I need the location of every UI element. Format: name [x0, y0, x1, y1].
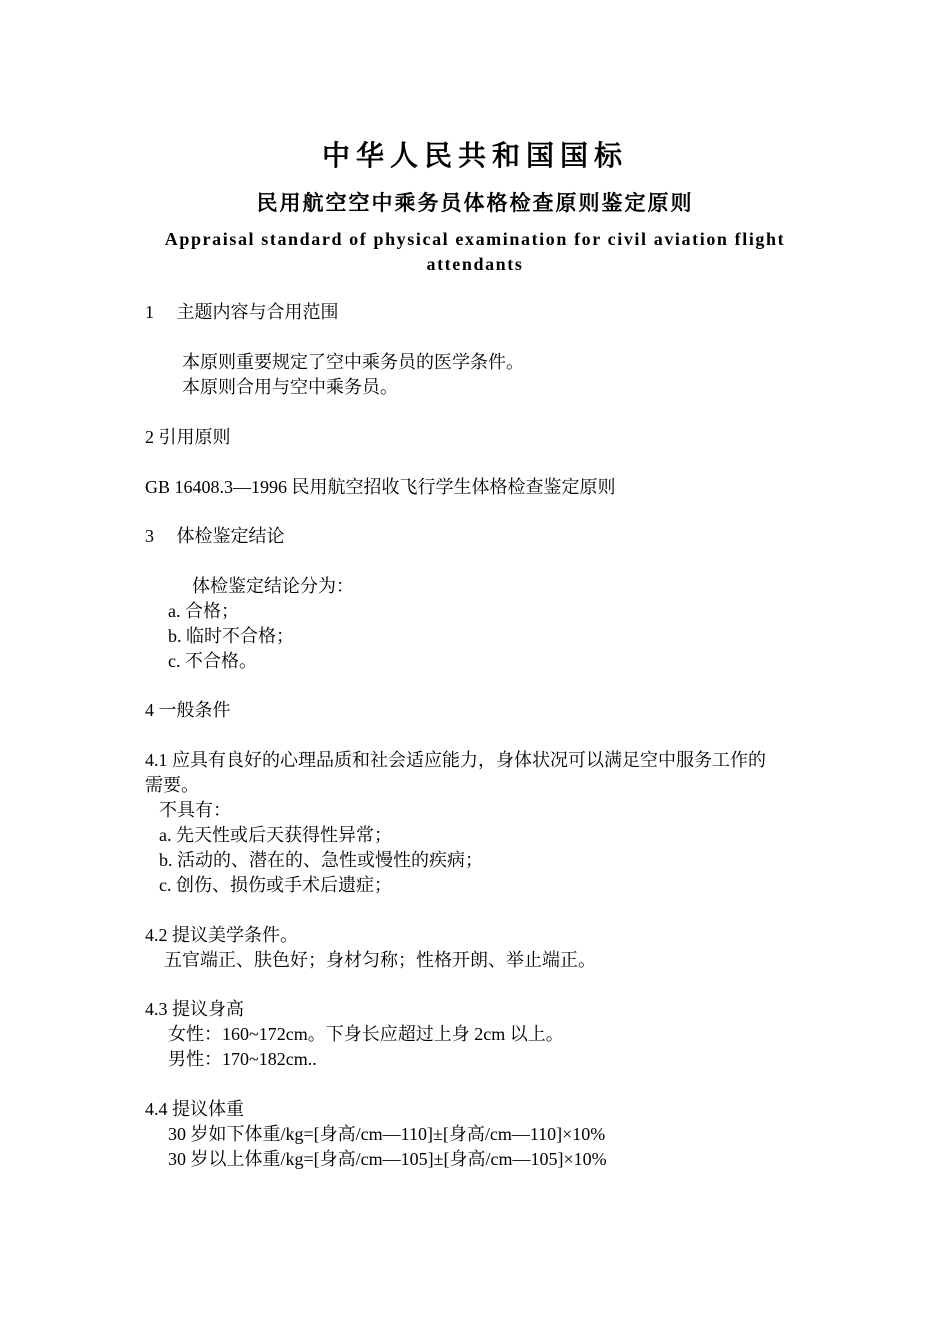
list-item: b. 临时不合格； [168, 626, 294, 646]
list-item: a. 合格； [168, 601, 239, 621]
list-item: c. 不合格。 [168, 651, 257, 671]
weight-formula-over-30: 30 岁以上体重/kg=[身高/cm—105]±[身高/cm—105]×10% [168, 1149, 607, 1169]
section-4-heading: 4 一般条件 [145, 700, 231, 720]
weight-formula-under-30: 30 岁如下体重/kg=[身高/cm—110]±[身高/cm—110]×10% [168, 1124, 606, 1144]
reference-standard: GB 16408.3—1996 民用航空招收飞行学生体格检查鉴定原则 [145, 477, 616, 497]
not-have-label: 不具有： [159, 800, 231, 820]
document-subtitle: 民用航空空中乘务员体格检查原则鉴定原则 [256, 191, 694, 215]
english-title: Appraisal standard of physical examination for civil aviation flight attendants [164, 229, 786, 274]
section-2-heading: 2 引用原则 [145, 427, 231, 447]
clause-4-2: 4.2 提议美学条件。 [145, 925, 298, 945]
height-female: 女性：160~172cm。下身长应超过上身 2cm 以上。 [168, 1024, 564, 1044]
section-1-heading: 1 主题内容与合用范围 [145, 302, 339, 322]
clause-4-1-continued: 需要。 [145, 775, 199, 795]
list-item: c. 创伤、损伤或手术后遗症； [159, 875, 392, 895]
clause-4-1: 4.1 应具有良好的心理品质和社会适应能力，身体状况可以满足空中服务工作的 [145, 750, 766, 770]
clause-4-4: 4.4 提议体重 [145, 1099, 244, 1119]
section-3-intro: 体检鉴定结论分为： [192, 576, 354, 596]
list-item: a. 先天性或后天获得性异常； [159, 825, 392, 845]
section-1-paragraph: 本原则合用与空中乘务员。 [182, 377, 398, 397]
document-title: 中华人民共和国国标 [321, 139, 628, 172]
clause-4-3: 4.3 提议身高 [145, 999, 244, 1019]
section-3-heading: 3 体检鉴定结论 [145, 526, 285, 546]
height-male: 男性：170~182cm.. [168, 1049, 317, 1069]
section-1-paragraph: 本原则重要规定了空中乘务员的医学条件。 [182, 352, 524, 372]
clause-4-2-text: 五官端正、肤色好；身材匀称；性格开朗、举止端正。 [164, 950, 596, 970]
list-item: b. 活动的、潜在的、急性或慢性的疾病； [159, 850, 483, 870]
